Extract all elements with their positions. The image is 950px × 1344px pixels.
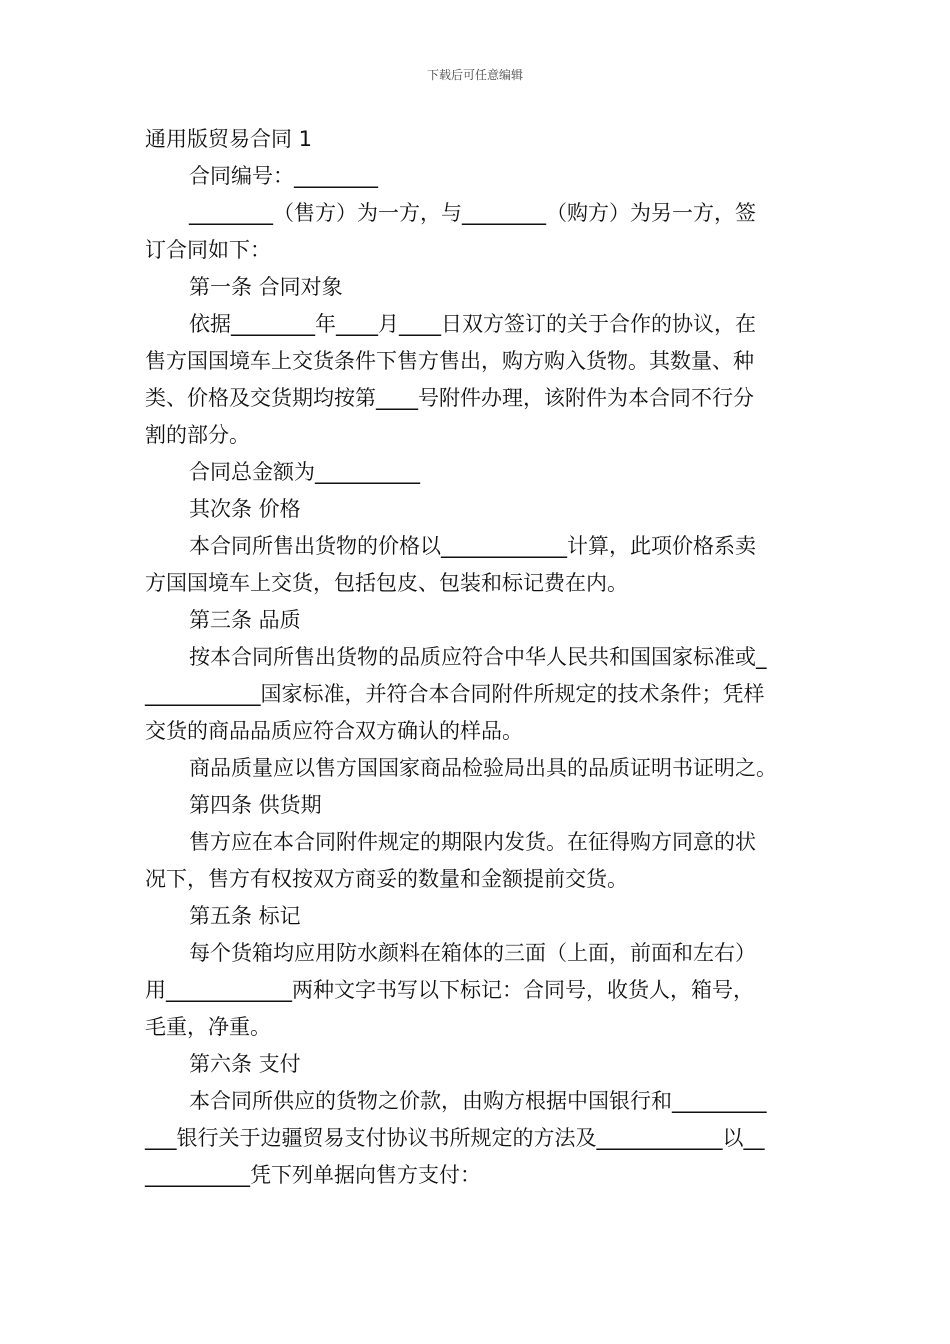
text-line: 交货的商品品质应符合双方确认的样品。 — [145, 719, 523, 743]
text-line: 方国国境车上交货，包括包皮、包装和标记费在内。 — [145, 571, 628, 595]
text-line: 况下，售方有权按双方商妥的数量和金额提前交货。 — [145, 867, 628, 891]
text-line: 第四条 供货期 — [189, 793, 322, 817]
text-line: 第五条 标记 — [189, 904, 301, 928]
text-line: 商品质量应以售方国国家商品检验局出具的品质证明书证明之。 — [189, 756, 777, 780]
page-header: 下载后可任意编辑 — [426, 68, 523, 82]
text-line: 合同编号：________ — [189, 164, 378, 188]
text-line: 用____________两种文字书写以下标记：合同号，收货人，箱号， — [145, 978, 754, 1002]
text-line: 第六条 支付 — [189, 1052, 301, 1076]
text-line: 依据________年____月____日双方签订的关于合作的协议，在 — [189, 312, 756, 336]
text-line: 第一条 合同对象 — [189, 275, 343, 299]
text-line: 割的部分。 — [145, 423, 250, 447]
document-body — [145, 121, 807, 1194]
text-line: 订合同如下： — [145, 238, 271, 262]
contract-text — [145, 158, 807, 1194]
text-line: 毛重，净重。 — [145, 1015, 271, 1039]
text-line: 本合同所供应的货物之价款，由购方根据中国银行和_________ — [189, 1089, 767, 1113]
text-line: 本合同所售出货物的价格以____________计算，此项价格系卖 — [189, 534, 756, 558]
text-line: 售方应在本合同附件规定的期限内发货。在征得购方同意的状 — [189, 830, 756, 854]
text-line: 售方国国境车上交货条件下售方售出，购方购入货物。其数量、种 — [145, 349, 754, 373]
text-line: 类、价格及交货期均按第____号附件办理，该附件为本合同不行分 — [145, 386, 754, 410]
text-line: 合同总金额为__________ — [189, 460, 420, 484]
text-line: __________凭下列单据向售方支付： — [145, 1163, 481, 1187]
text-line: 按本合同所售出货物的品质应符合中华人民共和国国家标准或_ — [189, 645, 767, 669]
text-line: 每个货箱均应用防水颜料在箱体的三面（上面，前面和左右） — [189, 941, 756, 965]
text-line: 第三条 品质 — [189, 608, 301, 632]
text-line: ________（售方）为一方，与________（购方）为另一方，签 — [189, 201, 756, 225]
document-title: 通用版贸易合同 1 — [145, 127, 313, 151]
text-line: ___银行关于边疆贸易支付协议书所规定的方法及____________以__ — [145, 1126, 765, 1150]
text-line: ___________国家标准，并符合本合同附件所规定的技术条件；凭样 — [145, 682, 765, 706]
text-line: 其次条 价格 — [189, 497, 301, 521]
